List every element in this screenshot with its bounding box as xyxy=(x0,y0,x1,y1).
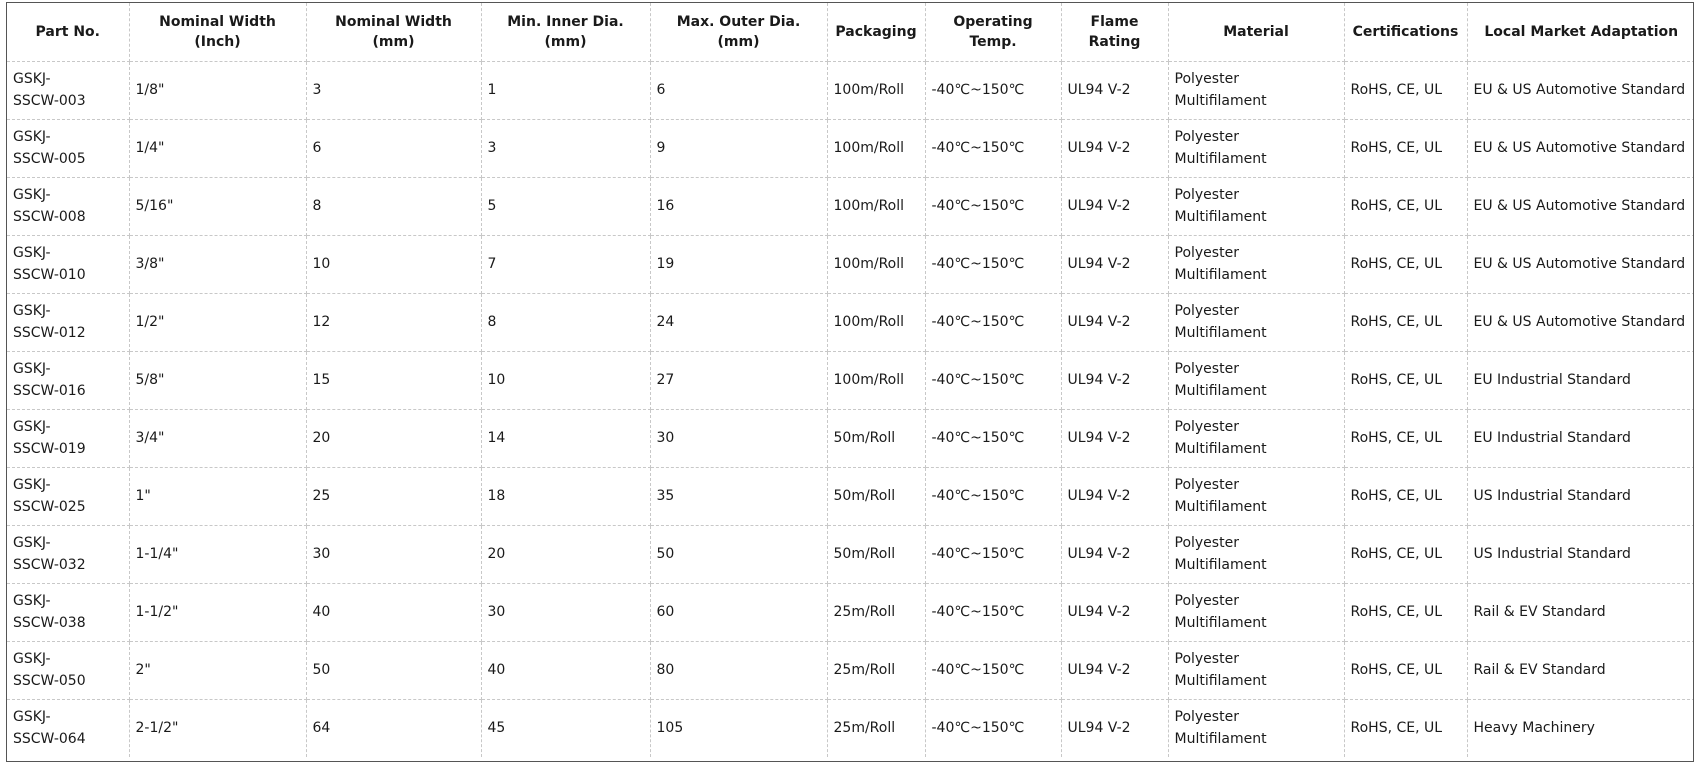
cell-operating-temp: -40℃~150℃ xyxy=(925,641,1061,699)
cell-part-no: GSKJ- SSCW-064 xyxy=(7,699,129,757)
cell-local-market-adaptation: EU & US Automotive Standard xyxy=(1467,177,1694,235)
cell-local-market-adaptation: EU Industrial Standard xyxy=(1467,409,1694,467)
cell-certifications: RoHS, CE, UL xyxy=(1344,525,1467,583)
cell-packaging: 100m/Roll xyxy=(827,177,925,235)
cell-part-no: GSKJ- SSCW-008 xyxy=(7,177,129,235)
cell-max-outer-dia: 80 xyxy=(650,641,827,699)
cell-min-inner-dia: 18 xyxy=(481,467,650,525)
cell-certifications: RoHS, CE, UL xyxy=(1344,293,1467,351)
cell-max-outer-dia: 27 xyxy=(650,351,827,409)
cell-operating-temp: -40℃~150℃ xyxy=(925,699,1061,757)
cell-flame-rating: UL94 V-2 xyxy=(1061,235,1168,293)
cell-max-outer-dia: 30 xyxy=(650,409,827,467)
cell-operating-temp: -40℃~150℃ xyxy=(925,119,1061,177)
cell-nominal-width-mm: 30 xyxy=(306,525,481,583)
cell-material: Polyester Multifilament xyxy=(1168,699,1344,757)
cell-min-inner-dia: 10 xyxy=(481,351,650,409)
cell-max-outer-dia: 50 xyxy=(650,525,827,583)
cell-packaging: 100m/Roll xyxy=(827,235,925,293)
cell-local-market-adaptation: EU Industrial Standard xyxy=(1467,351,1694,409)
cell-packaging: 50m/Roll xyxy=(827,409,925,467)
table-row xyxy=(7,641,1694,699)
cell-operating-temp: -40℃~150℃ xyxy=(925,293,1061,351)
cell-nominal-width-inch: 5/16" xyxy=(129,177,306,235)
cell-packaging: 25m/Roll xyxy=(827,641,925,699)
table-body xyxy=(7,61,1694,757)
cell-part-no: GSKJ- SSCW-019 xyxy=(7,409,129,467)
cell-local-market-adaptation: Rail & EV Standard xyxy=(1467,641,1694,699)
cell-flame-rating: UL94 V-2 xyxy=(1061,641,1168,699)
cell-material: Polyester Multifilament xyxy=(1168,351,1344,409)
cell-operating-temp: -40℃~150℃ xyxy=(925,467,1061,525)
cell-operating-temp: -40℃~150℃ xyxy=(925,177,1061,235)
column-header-max-outer-dia: Max. Outer Dia. (mm) xyxy=(650,3,827,61)
cell-max-outer-dia: 6 xyxy=(650,61,827,119)
cell-local-market-adaptation: EU & US Automotive Standard xyxy=(1467,235,1694,293)
cell-certifications: RoHS, CE, UL xyxy=(1344,61,1467,119)
cell-certifications: RoHS, CE, UL xyxy=(1344,699,1467,757)
cell-nominal-width-mm: 25 xyxy=(306,467,481,525)
cell-operating-temp: -40℃~150℃ xyxy=(925,351,1061,409)
cell-material: Polyester Multifilament xyxy=(1168,641,1344,699)
column-header-nominal-width-inch: Nominal Width (Inch) xyxy=(129,3,306,61)
cell-max-outer-dia: 19 xyxy=(650,235,827,293)
cell-material: Polyester Multifilament xyxy=(1168,409,1344,467)
cell-nominal-width-mm: 40 xyxy=(306,583,481,641)
column-header-packaging: Packaging xyxy=(827,3,925,61)
cell-part-no: GSKJ- SSCW-012 xyxy=(7,293,129,351)
cell-nominal-width-inch: 1" xyxy=(129,467,306,525)
cell-part-no: GSKJ- SSCW-050 xyxy=(7,641,129,699)
cell-local-market-adaptation: EU & US Automotive Standard xyxy=(1467,119,1694,177)
cell-nominal-width-inch: 1/4" xyxy=(129,119,306,177)
column-header-part-no: Part No. xyxy=(7,3,129,61)
cell-flame-rating: UL94 V-2 xyxy=(1061,119,1168,177)
cell-min-inner-dia: 20 xyxy=(481,525,650,583)
cell-local-market-adaptation: EU & US Automotive Standard xyxy=(1467,61,1694,119)
cell-nominal-width-inch: 3/8" xyxy=(129,235,306,293)
cell-min-inner-dia: 7 xyxy=(481,235,650,293)
cell-certifications: RoHS, CE, UL xyxy=(1344,351,1467,409)
cell-min-inner-dia: 5 xyxy=(481,177,650,235)
cell-flame-rating: UL94 V-2 xyxy=(1061,351,1168,409)
cell-operating-temp: -40℃~150℃ xyxy=(925,525,1061,583)
cell-nominal-width-mm: 20 xyxy=(306,409,481,467)
cell-packaging: 100m/Roll xyxy=(827,351,925,409)
cell-flame-rating: UL94 V-2 xyxy=(1061,525,1168,583)
cell-material: Polyester Multifilament xyxy=(1168,467,1344,525)
cell-max-outer-dia: 24 xyxy=(650,293,827,351)
cell-certifications: RoHS, CE, UL xyxy=(1344,177,1467,235)
table-row xyxy=(7,235,1694,293)
table-row xyxy=(7,409,1694,467)
cell-certifications: RoHS, CE, UL xyxy=(1344,409,1467,467)
cell-material: Polyester Multifilament xyxy=(1168,293,1344,351)
cell-nominal-width-inch: 1/8" xyxy=(129,61,306,119)
cell-flame-rating: UL94 V-2 xyxy=(1061,177,1168,235)
cell-nominal-width-inch: 2" xyxy=(129,641,306,699)
cell-max-outer-dia: 35 xyxy=(650,467,827,525)
cell-nominal-width-mm: 3 xyxy=(306,61,481,119)
cell-nominal-width-inch: 3/4" xyxy=(129,409,306,467)
cell-nominal-width-mm: 6 xyxy=(306,119,481,177)
cell-certifications: RoHS, CE, UL xyxy=(1344,467,1467,525)
cell-nominal-width-mm: 8 xyxy=(306,177,481,235)
cell-nominal-width-mm: 10 xyxy=(306,235,481,293)
column-header-certifications: Certifications xyxy=(1344,3,1467,61)
cell-min-inner-dia: 1 xyxy=(481,61,650,119)
cell-part-no: GSKJ- SSCW-010 xyxy=(7,235,129,293)
cell-packaging: 25m/Roll xyxy=(827,583,925,641)
cell-part-no: GSKJ- SSCW-025 xyxy=(7,467,129,525)
cell-material: Polyester Multifilament xyxy=(1168,119,1344,177)
cell-local-market-adaptation: Heavy Machinery xyxy=(1473,720,1595,737)
cell-nominal-width-mm: 64 xyxy=(306,699,481,757)
cell-flame-rating: UL94 V-2 xyxy=(1061,467,1168,525)
cell-part-no: GSKJ- SSCW-038 xyxy=(7,583,129,641)
cell-material: Polyester Multifilament xyxy=(1168,177,1344,235)
cell-max-outer-dia: 16 xyxy=(650,177,827,235)
cell-max-outer-dia: 9 xyxy=(650,119,827,177)
column-header-operating-temp: Operating Temp. xyxy=(925,3,1061,61)
cell-packaging: 25m/Roll xyxy=(827,699,925,757)
cell-operating-temp: -40℃~150℃ xyxy=(925,583,1061,641)
cell-min-inner-dia: 30 xyxy=(481,583,650,641)
cell-local-market-adaptation: US Industrial Standard xyxy=(1467,525,1694,583)
cell-nominal-width-inch: 2-1/2" xyxy=(129,699,306,757)
cell-min-inner-dia: 3 xyxy=(481,119,650,177)
cell-certifications: RoHS, CE, UL xyxy=(1344,235,1467,293)
cell-certifications: RoHS, CE, UL xyxy=(1344,119,1467,177)
cell-max-outer-dia: 60 xyxy=(650,583,827,641)
table-row xyxy=(7,351,1694,409)
table-row xyxy=(7,699,1694,757)
cell-part-no: GSKJ- SSCW-032 xyxy=(7,525,129,583)
table-row xyxy=(7,119,1694,177)
column-header-local-market-adaptation: Local Market Adaptation xyxy=(1467,3,1694,61)
column-header-material: Material xyxy=(1168,3,1344,61)
cell-local-market-adaptation: EU & US Automotive Standard xyxy=(1467,293,1694,351)
cell-flame-rating: UL94 V-2 xyxy=(1061,409,1168,467)
cell-part-no: GSKJ- SSCW-016 xyxy=(7,351,129,409)
cell-local-market-adaptation: Rail & EV Standard xyxy=(1467,583,1694,641)
cell-min-inner-dia: 45 xyxy=(481,699,650,757)
column-header-min-inner-dia: Min. Inner Dia. (mm) xyxy=(481,3,650,61)
header-row xyxy=(7,3,1694,61)
column-header-flame-rating: Flame Rating xyxy=(1061,3,1168,61)
cell-nominal-width-mm: 50 xyxy=(306,641,481,699)
cell-packaging: 100m/Roll xyxy=(827,119,925,177)
cell-min-inner-dia: 40 xyxy=(481,641,650,699)
cell-packaging: 50m/Roll xyxy=(827,525,925,583)
cell-flame-rating: UL94 V-2 xyxy=(1061,699,1168,757)
cell-min-inner-dia: 8 xyxy=(481,293,650,351)
cell-min-inner-dia: 14 xyxy=(481,409,650,467)
table-row xyxy=(7,177,1694,235)
cell-certifications: RoHS, CE, UL xyxy=(1344,641,1467,699)
spec-table xyxy=(7,3,1694,757)
cell-packaging: 100m/Roll xyxy=(827,293,925,351)
table-row xyxy=(7,525,1694,583)
cell-part-no: GSKJ- SSCW-003 xyxy=(7,61,129,119)
cell-material: Polyester Multifilament xyxy=(1168,583,1344,641)
table-row xyxy=(7,293,1694,351)
cell-operating-temp: -40℃~150℃ xyxy=(925,409,1061,467)
table-row xyxy=(7,61,1694,119)
cell-nominal-width-inch: 5/8" xyxy=(129,351,306,409)
cell-operating-temp: -40℃~150℃ xyxy=(925,61,1061,119)
cell-certifications: RoHS, CE, UL xyxy=(1344,583,1467,641)
cell-material: Polyester Multifilament xyxy=(1168,525,1344,583)
cell-material: Polyester Multifilament xyxy=(1168,61,1344,119)
cell-flame-rating: UL94 V-2 xyxy=(1061,583,1168,641)
cell-nominal-width-inch: 1-1/4" xyxy=(129,525,306,583)
cell-material: Polyester Multifilament xyxy=(1168,235,1344,293)
table-row xyxy=(7,467,1694,525)
cell-nominal-width-inch: 1-1/2" xyxy=(129,583,306,641)
cell-flame-rating: UL94 V-2 xyxy=(1061,293,1168,351)
cell-packaging: 100m/Roll xyxy=(827,61,925,119)
table-row xyxy=(7,583,1694,641)
cell-local-market-adaptation: US Industrial Standard xyxy=(1467,467,1694,525)
cell-flame-rating: UL94 V-2 xyxy=(1061,61,1168,119)
cell-packaging: 50m/Roll xyxy=(827,467,925,525)
spec-table-frame xyxy=(6,2,1694,762)
cell-operating-temp: -40℃~150℃ xyxy=(925,235,1061,293)
cell-max-outer-dia: 105 xyxy=(650,699,827,757)
cell-part-no: GSKJ- SSCW-005 xyxy=(7,119,129,177)
cell-nominal-width-mm: 15 xyxy=(306,351,481,409)
cell-nominal-width-inch: 1/2" xyxy=(129,293,306,351)
column-header-nominal-width-mm: Nominal Width (mm) xyxy=(306,3,481,61)
cell-nominal-width-mm: 12 xyxy=(306,293,481,351)
